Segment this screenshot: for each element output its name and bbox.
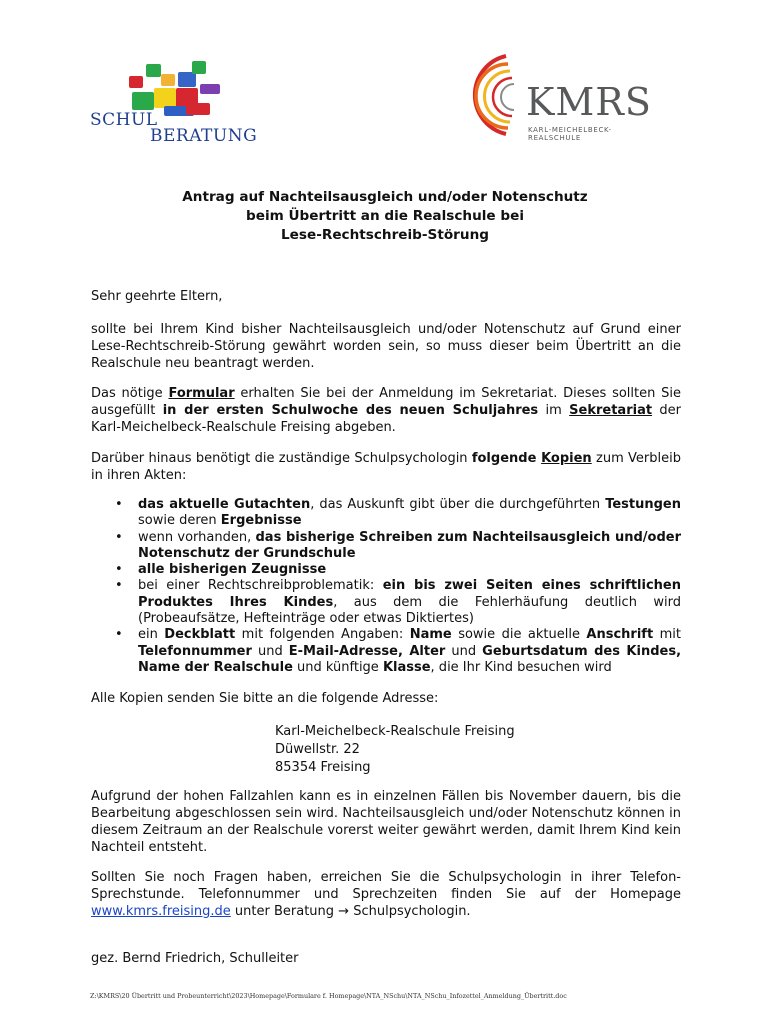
emphasis-sekretariat: Sekretariat [569,403,653,418]
bold-text: alle bisherigen Zeugnisse [138,562,327,578]
text: der Karl-Meichelbeck-Realschule Freising abgeben. [91,403,682,435]
bullet-icon: • [115,529,123,545]
bold-text: ein bis zwei Seiten eines schriftlichen Produktes Ihres Kindes [138,578,681,610]
kmrs-logo [462,52,662,142]
bold-text: E-Mail-Adresse, Alter [288,643,446,659]
title-line: beim Übertritt an die Realschule bei [246,208,524,224]
schulberatung-logo [88,58,256,146]
emphasis-formular: Formular [168,386,235,401]
kmrs-logo-subtitle: KARL-MEICHELBECK-REALSCHULE [528,126,612,142]
arrow-right-icon: → [338,904,350,919]
list-item [91,562,681,578]
bold-text: das aktuelle Gutachten [138,497,311,512]
greeting: Sehr geehrte Eltern, [91,289,223,304]
bold-text: Geburtsdatum des Kindes, Name der Realschule [138,643,682,675]
bullet-icon: • [115,562,123,578]
address-line: Düwellstr. 22 [275,742,360,757]
list-item [91,627,681,676]
kmrs-logo-name: KMRS [526,80,652,124]
bullet-icon: • [115,627,123,643]
text: unter Beratung [230,904,339,919]
text: Das nötige [91,386,169,401]
emphasis-folgende: folgende [471,451,542,466]
address-line: Karl-Meichelbeck-Realschule Freising [275,724,515,739]
list-item [91,497,681,530]
list-item [91,578,681,627]
text: , die Ihr Kind besuchen wird [430,659,612,675]
text: und [445,643,483,659]
text: , aus dem die Fehlerhäufung deutlich wird (Probeaufsätze, Hefteinträge oder etwas Diktiertes) [138,594,681,627]
homepage-link[interactable]: www.kmrs.freising.de [91,904,231,919]
text: bei einer Rechtschreibproblematik: [138,578,383,594]
text: mit [653,627,681,643]
emphasis-deadline: in der ersten Schulwoche des neuen Schuljahres [162,403,539,418]
text: und künftige [292,659,383,675]
bold-text: Name [409,627,452,643]
copies-list [91,497,681,676]
schulberatung-logo-word1: SCHUL [90,110,158,130]
puzzle-icon [88,58,256,118]
paragraph-copies [91,450,681,484]
text: wenn vorhanden, [138,529,256,545]
bold-text: Anschrift [586,627,654,643]
text: Darüber hinaus benötigt die zuständige Schulpsychologin [91,451,472,466]
text: zum Verbleib in ihren Akten: [91,451,681,483]
footer-file-path: Z:\KMRS\20 Übertritt und Probeunterricht\2023\Homepage\Formulare f. Homepage\NTA_NSchu\NTA_NSchu_Infozettel_Anmeldung_Übertritt.doc [90,992,567,1000]
title-line: Antrag auf Nachteilsausgleich und/oder Notenschutz [182,189,588,205]
bullet-icon: • [115,497,123,512]
bold-text: Telefonnummer [138,643,252,659]
bullet-icon: • [115,578,123,594]
bold-text: Testungen [605,497,681,512]
bold-text: Ergebnisse [220,513,302,529]
title-line: Lese-Rechtschreib-Störung [281,227,489,243]
bold-text: das bisherige Schreiben zum Nachteilsausgleich und/oder Notenschutz der Grundschule [138,529,682,561]
text: und [251,643,289,659]
text: erhalten Sie bei der Anmeldung im Sekretariat. Dieses sollten Sie ausgefüllt [91,386,682,418]
text: ein [138,627,165,643]
paragraph-intro: sollte bei Ihrem Kind bisher Nachteilsausgleich und/oder Notenschutz auf Grund einer Lese-Rechtschreib-Störung gewährt worden sein, so muss dieser beim Übertritt an die Realschule neu beantragt werden. [91,322,681,371]
signature: gez. Bernd Friedrich, Schulleiter [91,951,299,966]
school-address [275,723,515,777]
text: Sollten Sie noch Fragen haben, erreichen Sie die Schulpsychologin in ihrer Telefon-Sprechstunde. Telefonnummer und Sprechzeiten finden Sie auf der Homepage [91,870,681,902]
text: , das Auskunft gibt über die durchgeführten [310,497,606,512]
document-title [90,188,680,245]
paragraph-processing: Aufgrund der hohen Fallzahlen kann es in einzelnen Fällen bis November dauern, bis die Bearbeitung abgeschlossen sein wird. Nachteilsausgleich und/oder Notenschutz können in diesem Zeitraum an der Realschule vorerst weiter gewährt werden, damit Ihrem Kind kein Nachteil entsteht. [91,789,681,855]
emphasis-kopien: Kopien [541,451,592,466]
address-line: 85354 Freising [275,760,371,775]
schulberatung-logo-word2: BERATUNG [150,126,258,146]
text: mit folgenden Angaben: [235,627,410,643]
kmrs-arc-icon [462,52,532,138]
text: im [538,403,570,418]
bold-text: Deckblatt [164,627,236,643]
text: sowie die aktuelle [451,627,587,643]
text: Schulpsychologin. [349,904,471,919]
text: sowie deren [138,513,221,529]
bold-text: Klasse [382,659,431,675]
paragraph-address-intro: Alle Kopien senden Sie bitte an die folgende Adresse: [91,691,439,706]
list-item [91,530,681,563]
paragraph-form [91,385,681,436]
paragraph-contact [91,869,681,920]
